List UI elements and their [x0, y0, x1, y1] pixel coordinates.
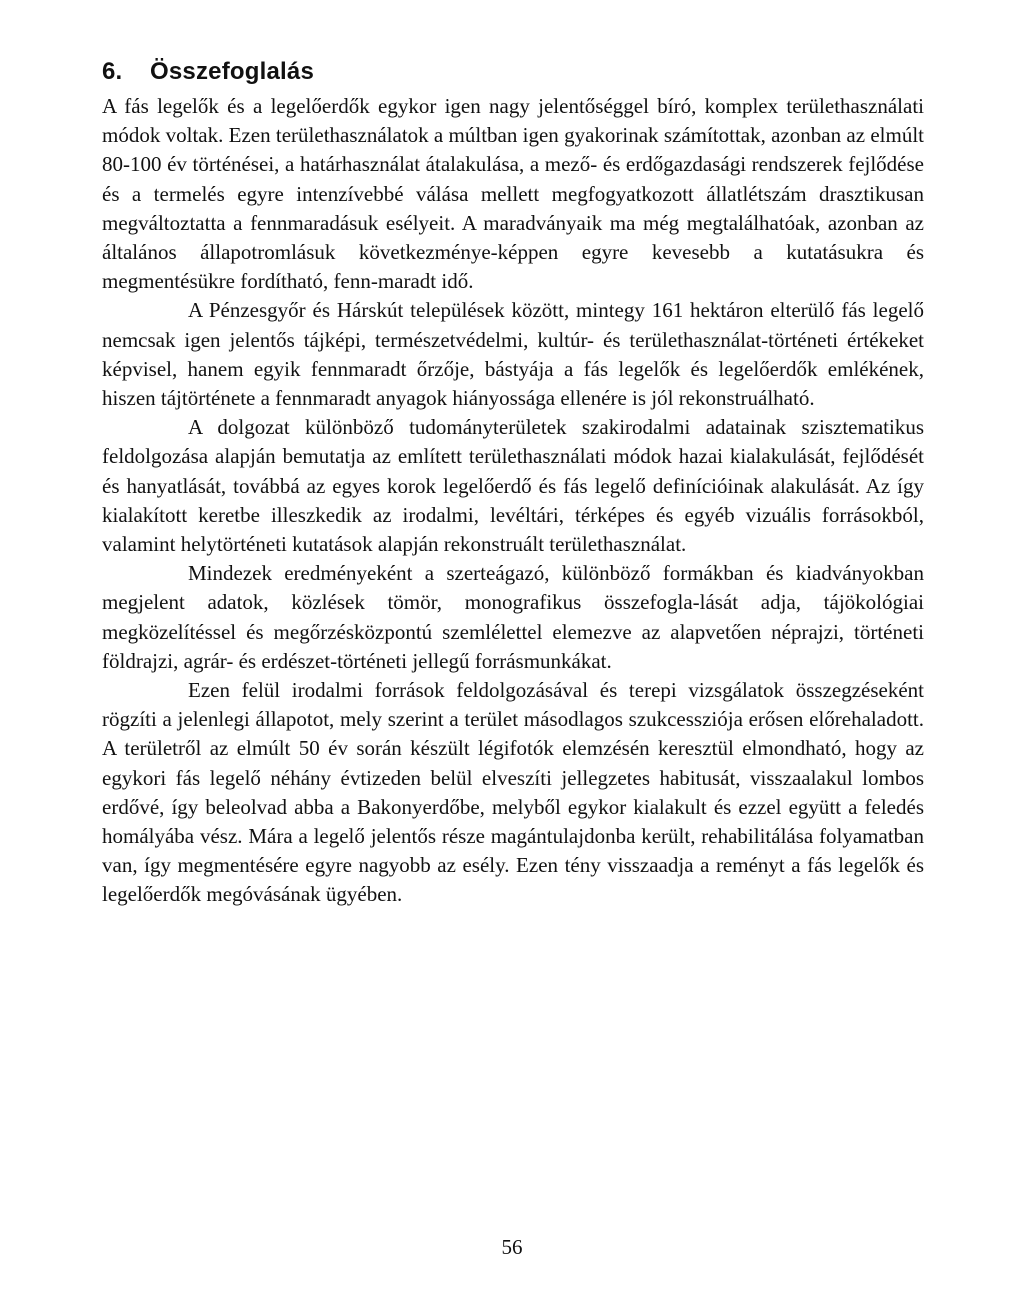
paragraph-3: A dolgozat különböző tudományterületek szakirodalmi adatainak szisztematikus feldolgozása alapján bemutatja az említett területhasználati módok hazai kialakulását, fejlődését és hanyatlását, továbbá az egyes korok legelőerdő és fás legelő definícióinak alakulását. Az így kialakított keretbe illeszkedik az irodalmi, levéltári, térképes és egyéb vizuális forrásokból, valamint helytörténeti kutatások alapján rekonstruált területhasználat. — [102, 415, 924, 557]
section-heading — [102, 56, 924, 88]
paragraph-5: Ezen felül irodalmi források feldolgozásával és terepi vizsgálatok összegzéseként rögzíti a jelenlegi állapotot, mely szerint a terület másodlagos szukcessziója erősen előrehaladott. A területről az elmúlt 50 év során készült légifotók elemzésén keresztül elmondható, hogy az egykori fás legelő néhány évtizeden belül elveszíti jellegzetes habitusát, visszaalakul lombos erdővé, így beleolvad abba a Bakonyerdőbe, melyből egykor kialakult és ezzel együtt a feledés homályába vész. Mára a legelő jelentős része magántulajdonba került, rehabilitálása folyamatban van, így megmentésére egyre nagyobb az esély. Ezen tény visszaadja a reményt a fás legelők és legelőerdők megóvásának ügyében. — [102, 678, 924, 907]
section-title: Összefoglalás — [150, 58, 315, 85]
paragraph-4: Mindezek eredményeként a szerteágazó, különböző formákban és kiadványokban megjelent adatok, közlések tömör, monografikus összefogla-lását adja, tájökológiai megközelítéssel és megőrzésközpontú szemlélettel elemezve az alapvetően néprajzi, történeti földrajzi, agrár- és erdészet-történeti jellegű forrásmunkákat. — [102, 561, 924, 673]
section-number: 6. — [102, 58, 123, 85]
page-number: 56 — [501, 1235, 523, 1259]
body-text — [102, 92, 924, 910]
page-content — [102, 56, 924, 910]
paragraph-2: A Pénzesgyőr és Hárskút települések között, mintegy 161 hektáron elterülő fás legelő nemcsak igen jelentős tájképi, természetvédelmi, kultúr- és területhasználat-történeti értékeket képvisel, hanem egyik fennmaradt őrzője, bástyája a fás legelők és legelőerdők emlékének, hiszen tájtörténete a fennmaradt anyagok hiányossága ellenére is jól rekonstruálható. — [102, 298, 924, 411]
paragraph-1: A fás legelők és a legelőerdők egykor igen nagy jelentőséggel bíró, komplex területhasználati módok voltak. Ezen területhasználatok a múltban igen gyakorinak számítottak, azonban az elmúlt 80-100 év történései, a határhasználat átalakulása, a mező- és erdőgazdasági rendszerek fejlődése és a termelés egyre intenzívebbé válása mellett megfogyatkozott állatlétszám drasztikusan megváltoztatta a fennmaradásuk esélyeit. A maradványaik ma még megtalálhatóak, azonban az általános állapotromlásuk következménye-képpen egyre kevesebb a kutatásukra és megmentésükre fordítható, fenn-maradt idő. — [102, 94, 924, 294]
